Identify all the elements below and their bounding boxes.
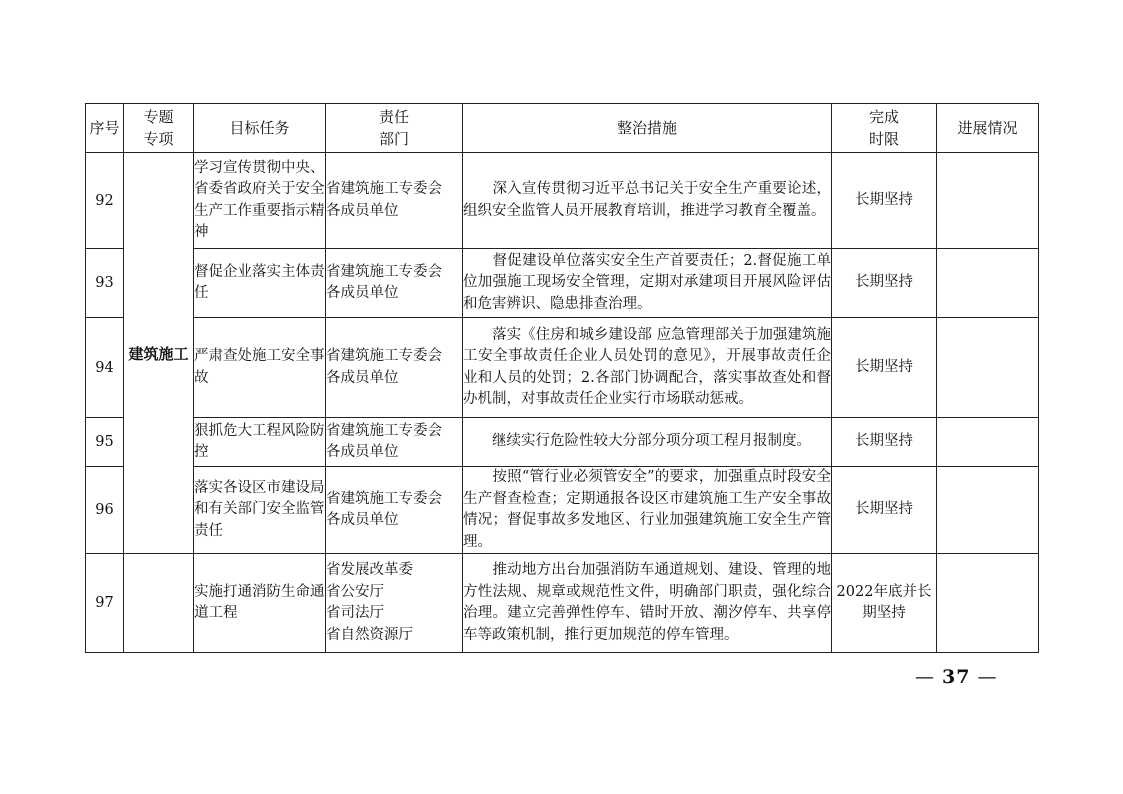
table-header-row [86,104,1039,153]
row-progress [937,153,1039,249]
table-row [86,418,1039,467]
dept-line: 省建筑施工专委会 [326,348,442,364]
row-progress [937,554,1039,653]
row-seq: 93 [86,249,124,318]
row-dept [326,249,463,318]
row-deadline: 长期坚持 [832,467,937,554]
header-deadline-line2: 时限 [868,130,899,148]
dept-line: 省建筑施工专委会 [326,422,442,439]
header-task: 目标任务 [194,104,326,153]
dept-line: 省公安厅 [326,583,384,600]
row-measures: 继续实行危险性较大分部分项分项工程月报制度。 [463,418,832,467]
dept-line: 省发展改革委 [326,562,413,578]
row-task: 实施打通消防生命通道工程 [194,554,326,653]
row-deadline: 长期坚持 [832,249,937,318]
row-task: 狠抓危大工程风险防控 [194,418,326,467]
dept-line: 省建筑施工专委会 [326,263,442,280]
header-progress: 进展情况 [937,104,1039,153]
row-task: 落实各设区市建设局和有关部门安全监管责任 [194,467,326,554]
row-seq: 96 [86,467,124,554]
rectification-table [85,103,1039,653]
header-deadline-line1: 完成 [868,108,899,126]
table-row [86,467,1039,554]
row-measures: 督促建设单位落实安全生产首要责任；2.督促施工单位加强施工现场安全管理，定期对承建项目开展风险评估和危害辨识、隐患排查治理。 [463,249,832,318]
header-topic-line2: 专项 [143,130,174,148]
page-dash-left: — [915,666,935,688]
category-cell: 建筑施工 [124,153,194,554]
row-measures: 推动地方出台加强消防车通道规划、建设、管理的地方性法规、规章或规范性文件，明确部门职责，强化综合治理。建立完善弹性停车、错时开放、潮汐停车、共享停车等政策机制，推行更加规范的停车管理。 [463,554,832,653]
page-number-value: 37 [942,666,971,688]
row-seq: 95 [86,418,124,467]
header-deadline [832,104,937,153]
row-dept [326,554,463,653]
row-task: 督促企业落实主体责任 [194,249,326,318]
dept-line: 各成员单位 [326,285,399,301]
row-task: 严肃查处施工安全事故 [194,318,326,418]
row-progress [937,418,1039,467]
header-dept-line1: 责任 [378,108,409,126]
dept-line: 各成员单位 [326,202,399,219]
table-row [86,249,1039,318]
row-progress [937,249,1039,318]
header-dept-line2: 部门 [378,130,409,148]
row-seq: 92 [86,153,124,249]
dept-line: 省建筑施工专委会 [326,490,442,507]
row-deadline: 2022年底并长期坚持 [832,554,937,653]
row-task: 学习宣传贯彻中央、省委省政府关于安全生产工作重要指示精神 [194,153,326,249]
row-measures: 落实《住房和城乡建设部 应急管理部关于加强建筑施工安全事故责任企业人员处罚的意见》，开展事故责任企业和人员的处罚；2.各部门协调配合，落实事故查处和督办机制，对事故责任企业实行市场联动惩戒。 [463,318,832,418]
row-measures: 深入宣传贯彻习近平总书记关于安全生产重要论述，组织安全监管人员开展教育培训，推进学习教育全覆盖。 [463,153,832,249]
table-row [86,554,1039,653]
header-topic-line1: 专题 [143,108,174,126]
row-seq: 94 [86,318,124,418]
header-seq: 序号 [86,104,124,153]
dept-line: 省建筑施工专委会 [326,181,442,197]
category-cell-empty [124,554,194,653]
row-dept [326,418,463,467]
row-progress [937,467,1039,554]
table-row [86,153,1039,249]
row-progress [937,318,1039,418]
dept-line: 各成员单位 [326,444,399,460]
row-seq: 97 [86,554,124,653]
row-deadline: 长期坚持 [832,153,937,249]
page-dash-right: — [977,666,998,688]
dept-line: 省司法厅 [326,605,384,621]
page-number [915,666,998,688]
row-deadline: 长期坚持 [832,318,937,418]
row-dept [326,467,463,554]
header-measures: 整治措施 [463,104,832,153]
row-dept [326,318,463,418]
dept-line: 各成员单位 [326,512,399,528]
header-topic [124,104,194,153]
row-deadline: 长期坚持 [832,418,937,467]
table-row [86,318,1039,418]
dept-line: 省自然资源厅 [326,626,413,643]
row-measures: 按照“管行业必须管安全”的要求，加强重点时段安全生产督查检查；定期通报各设区市建筑施工生产安全事故情况；督促事故多发地区、行业加强建筑施工安全生产管理。 [463,467,832,554]
row-dept [326,153,463,249]
dept-line: 各成员单位 [326,369,399,386]
header-dept [326,104,463,153]
